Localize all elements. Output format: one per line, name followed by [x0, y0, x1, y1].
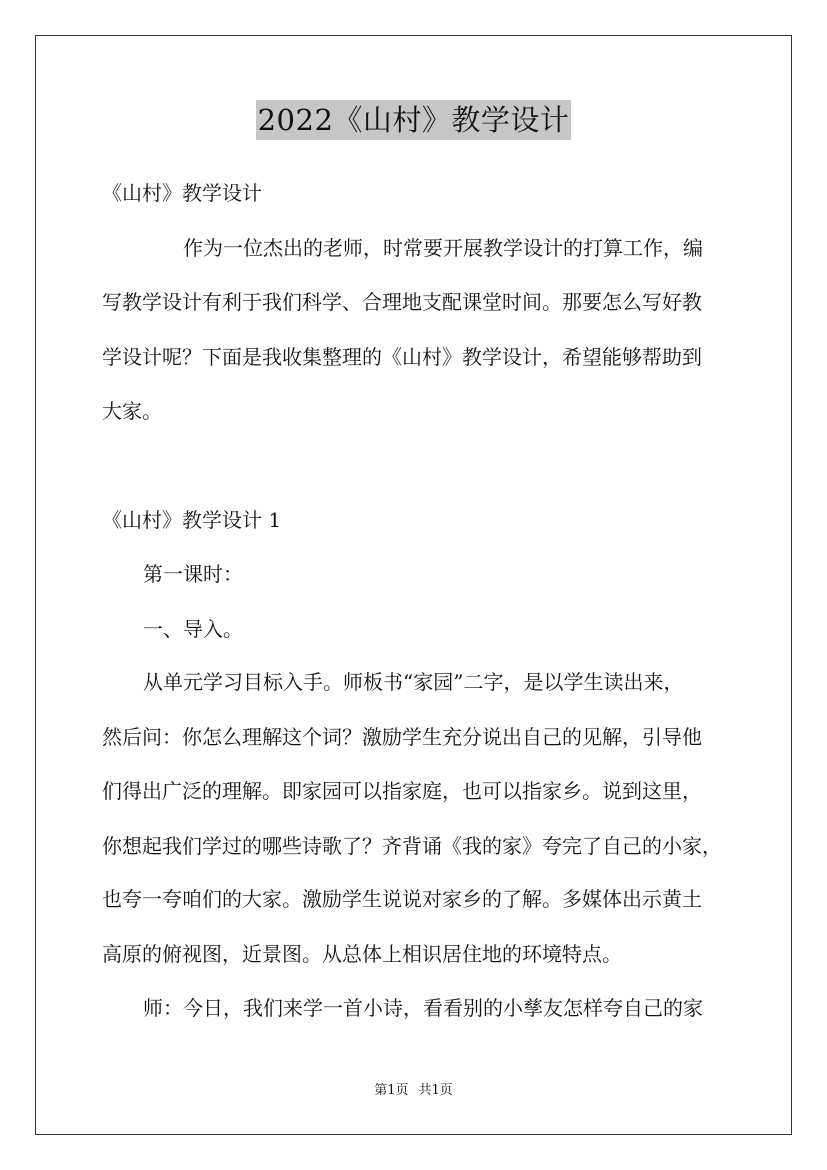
- paragraph-line: 一、导入。: [143, 617, 243, 641]
- paragraph-line: 你想起我们学过的哪些诗歌了？齐背诵《我的家》夸完了自己的小家，: [102, 834, 722, 858]
- paragraph-line: 然后问：你怎么理解这个词？激励学生充分说出自己的见解，引导他: [102, 725, 702, 749]
- document-title: 2022《山村》教学设计: [256, 100, 572, 140]
- paragraph-line: 也夸一夸咱们的大家。激励学生说说对家乡的了解。多媒体出示黄土: [102, 887, 702, 911]
- paragraph-line: 师：今日，我们来学一首小诗，看看别的小孳友怎样夸自己的家: [143, 996, 703, 1020]
- title-wrap: [0, 100, 827, 140]
- section-heading: 《山村》教学设计 1: [102, 508, 282, 532]
- paragraph-line: 作为一位杰出的老师，时常要开展教学设计的打算工作，编: [183, 236, 703, 260]
- page-total: 共1页: [418, 1083, 453, 1098]
- paragraph-line: 们得出广泛的理解。即家园可以指家庭，也可以指家乡。说到这里，: [102, 779, 702, 803]
- subtitle-line: 《山村》教学设计: [102, 181, 262, 205]
- paragraph-line: 第一课时：: [143, 562, 243, 586]
- paragraph-line: 学设计呢？下面是我收集整理的《山村》教学设计，希望能够帮助到: [102, 345, 702, 369]
- page-number: 第1页: [374, 1083, 409, 1098]
- paragraph-line: 高原的俯视图，近景图。从总体上相识居住地的环境特点。: [102, 942, 622, 966]
- page-footer: [0, 1083, 827, 1099]
- paragraph-line: 写教学设计有利于我们科学、合理地支配课堂时间。那要怎么写好教: [102, 290, 702, 314]
- paragraph-line: 从单元学习目标入手。师板书“家园”二字，是以学生读出来，: [143, 670, 684, 694]
- paragraph-line: 大家。: [102, 399, 162, 423]
